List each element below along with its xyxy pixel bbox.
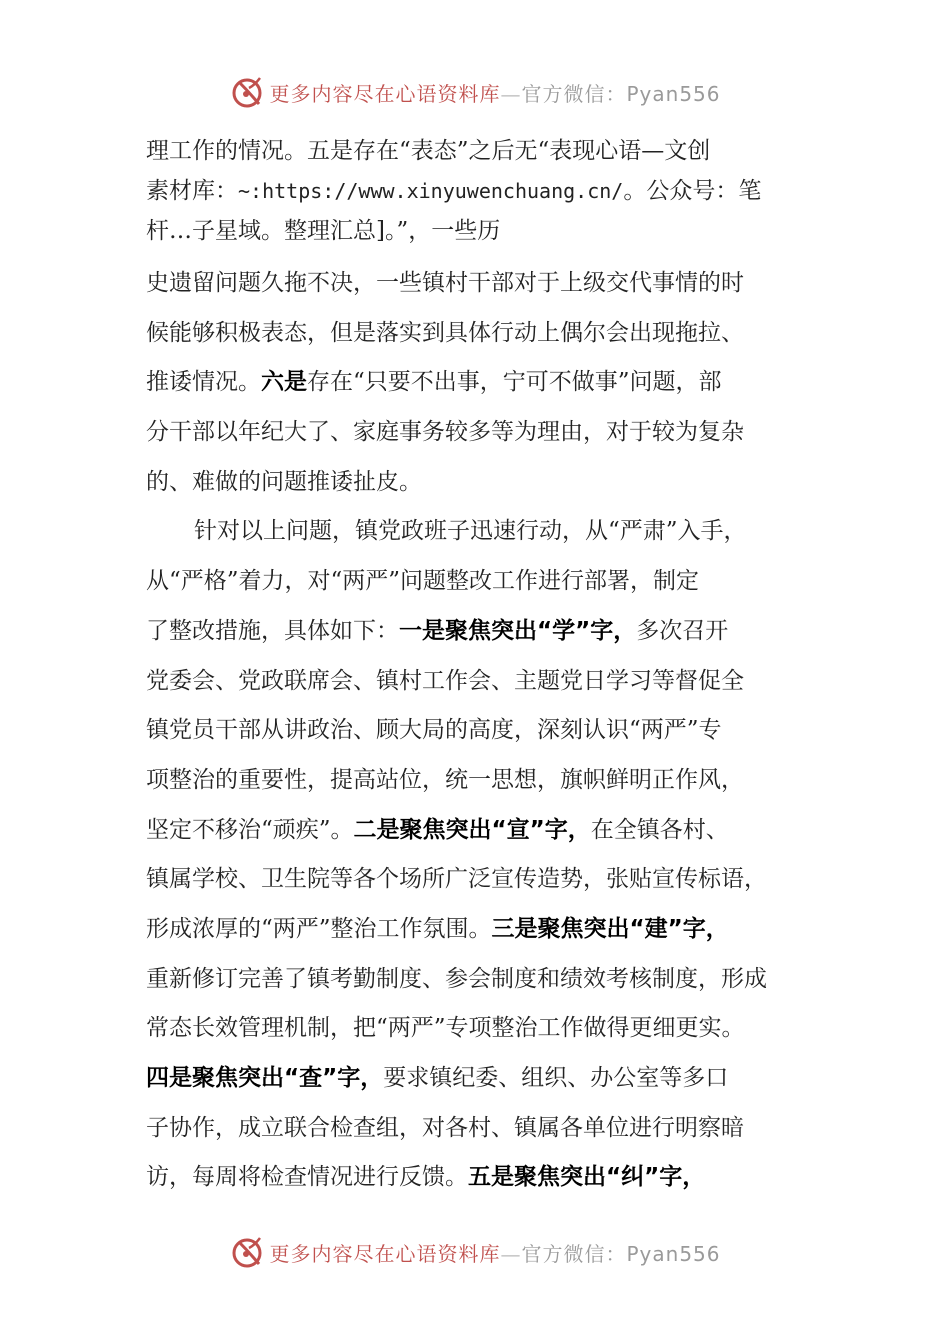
logo-icon	[229, 1234, 265, 1270]
text-run: 针对以上问题，镇党政班子迅速行动，从“严肃”入手，	[194, 518, 747, 545]
text-line	[146, 211, 826, 251]
text-run: 存在“只要不出事，宁可不做事”问题，部	[307, 369, 722, 396]
text-line	[146, 955, 826, 1005]
banner-sub: 官方微信：	[521, 1241, 627, 1266]
bold-keyword: 一是聚焦突出“学”字，	[399, 617, 637, 644]
text-run: 镇党员干部从讲政治、顾大局的高度，深刻认识“两严”专	[146, 717, 722, 744]
banner-wechat: Pyan556	[626, 81, 721, 106]
header-banner	[0, 72, 950, 112]
paragraph	[146, 507, 826, 1203]
bold-keyword: 三是聚焦突出“建”字，	[491, 915, 729, 942]
document-body	[146, 131, 826, 1203]
text-run: 子协作，成立联合检查组，对各村、镇属各单位进行明察暗	[146, 1114, 744, 1141]
banner-sub: 官方微信：	[521, 81, 627, 106]
text-line	[146, 458, 826, 508]
text-line	[146, 1104, 826, 1154]
text-run: 多次召开	[636, 617, 729, 644]
text-line	[146, 657, 826, 707]
url-text: ~:https://www.xinyuwenchuang.cn/	[238, 179, 624, 203]
bold-keyword: 二是聚焦突出“宣”字，	[353, 816, 591, 843]
text-line	[146, 1004, 826, 1054]
text-run: 。公众号：笔	[623, 178, 762, 204]
banner-text	[269, 78, 720, 107]
text-run: 从“严格”着力，对“两严”问题整改工作进行部署，制定	[146, 568, 700, 595]
text-run: 杆…子星域。整理汇总]。”，一些历	[146, 218, 501, 244]
text-run: 在全镇各村、	[590, 816, 729, 843]
footer-banner	[0, 1232, 950, 1272]
text-line	[146, 1153, 826, 1203]
text-run: 分干部以年纪大了、家庭事务较多等为理由，对于较为复杂	[146, 419, 744, 446]
paragraph	[146, 259, 826, 507]
text-run: 要求镇纪委、组织、办公室等多口	[383, 1065, 729, 1091]
text-line	[146, 358, 826, 408]
banner-main: 更多内容尽在心语资料库	[269, 1241, 501, 1266]
text-line	[146, 408, 826, 458]
paragraph	[146, 131, 826, 251]
text-line	[146, 507, 826, 557]
text-run: 形成浓厚的“两严”整治工作氛围。	[146, 915, 492, 942]
text-line	[146, 309, 826, 359]
text-line	[146, 259, 826, 309]
text-run: 史遗留问题久拖不决，一些镇村干部对于上级交代事情的时	[146, 270, 744, 296]
text-run: 的、难做的问题推诿扯皮。	[146, 468, 422, 495]
text-line	[146, 905, 826, 955]
text-line	[146, 607, 826, 657]
bold-keyword: 四是聚焦突出“查”字，	[146, 1065, 384, 1091]
banner-dash: —	[500, 81, 522, 106]
text-line	[146, 557, 826, 607]
banner-text	[269, 1238, 720, 1267]
text-run: 坚定不移治“顽疾”。	[146, 816, 354, 843]
text-line	[146, 756, 826, 806]
text-run: 重新修订完善了镇考勤制度、参会制度和绩效考核制度，形成	[146, 965, 767, 992]
text-line	[146, 1054, 826, 1104]
banner-dash: —	[500, 1241, 522, 1266]
text-run: 理工作的情况。五是存在“表态”之后无“表现心语—文创	[146, 138, 711, 164]
bold-keyword: 五是聚焦突出“纠”字，	[468, 1164, 706, 1191]
paragraph-gap	[146, 251, 826, 259]
text-run: 项整治的重要性，提高站位，统一思想，旗帜鲜明正作风，	[146, 766, 744, 793]
text-line	[146, 706, 826, 756]
text-run: 推诿情况。	[146, 369, 261, 396]
text-line	[146, 806, 826, 856]
text-line	[146, 131, 826, 171]
banner-main: 更多内容尽在心语资料库	[269, 81, 501, 106]
text-run: 常态长效管理机制，把“两严”专项整治工作做得更细更实。	[146, 1015, 745, 1042]
text-run: 访，每周将检查情况进行反馈。	[146, 1164, 468, 1191]
text-run: 素材库：	[146, 178, 238, 204]
text-line	[146, 855, 826, 905]
text-run: 了整改措施，具体如下：	[146, 617, 399, 644]
text-run: 镇属学校、卫生院等各个场所广泛宣传造势，张贴宣传标语，	[146, 866, 767, 893]
bold-keyword: 六是	[261, 369, 307, 396]
logo-icon	[229, 74, 265, 110]
banner-wechat: Pyan556	[626, 1241, 721, 1266]
text-run: 党委会、党政联席会、镇村工作会、主题党日学习等督促全	[146, 667, 744, 694]
text-line	[146, 171, 826, 211]
text-run: 候能够积极表态，但是落实到具体行动上偶尔会出现拖拉、	[146, 319, 744, 346]
